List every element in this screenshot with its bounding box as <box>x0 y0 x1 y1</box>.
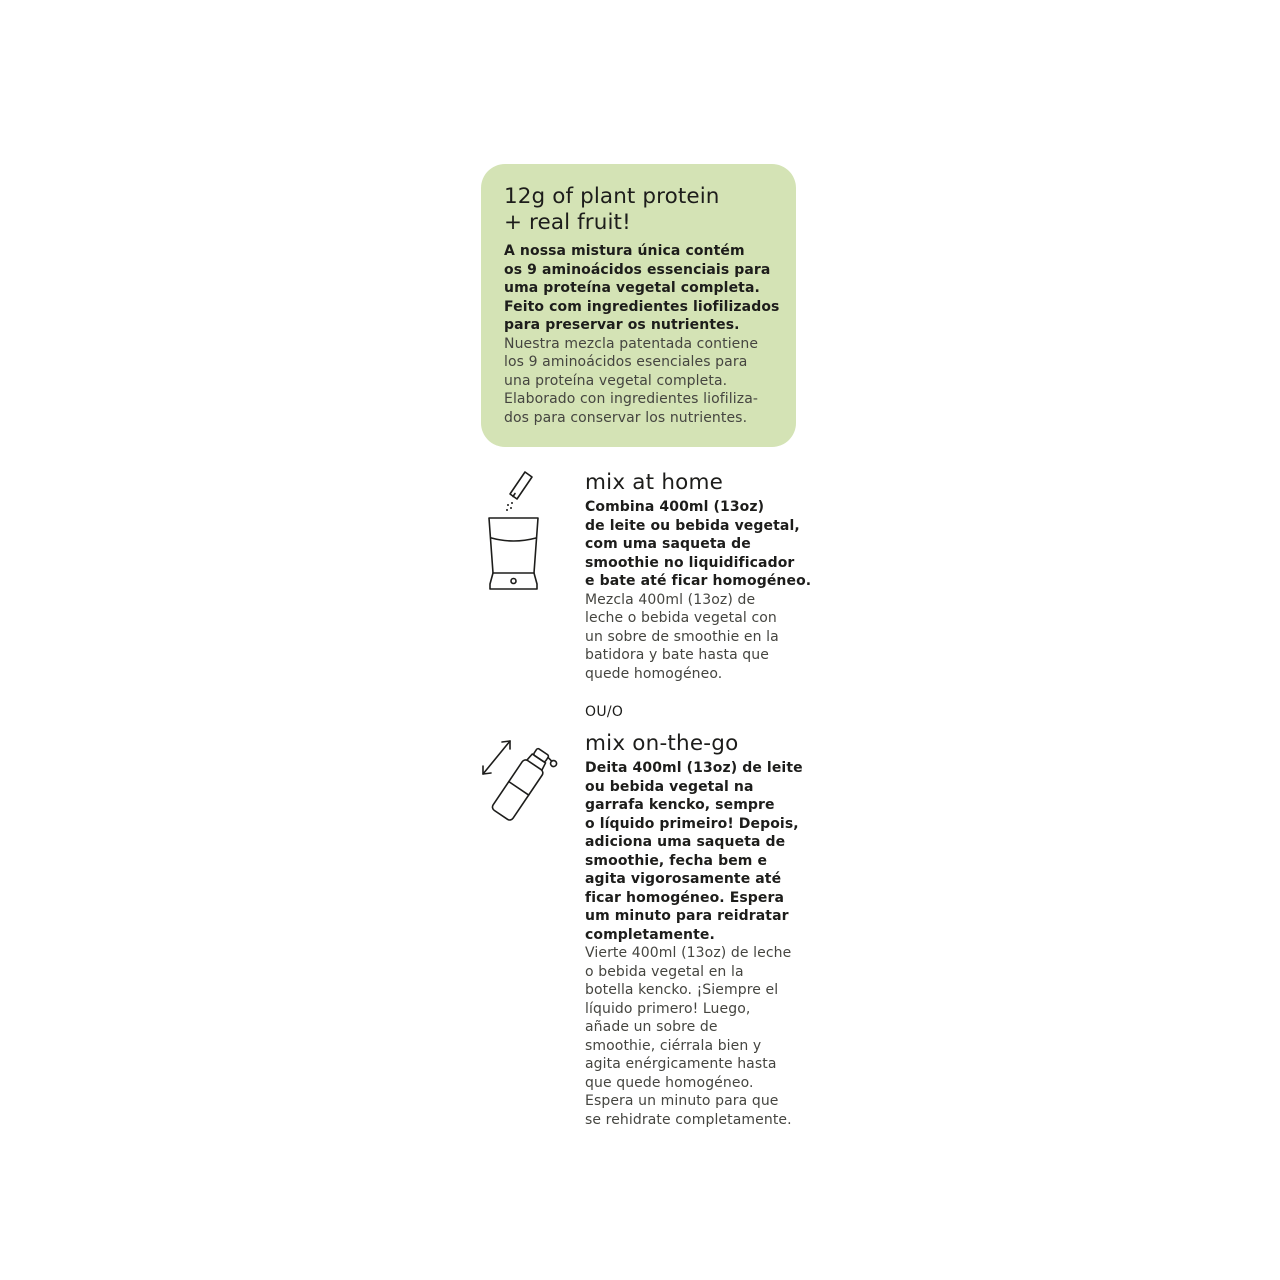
shaker-bottle-icon <box>476 735 566 829</box>
promo-text-pt: A nossa mistura única contém os 9 aminoácidos essenciais para uma proteína vegetal completa. Feito com ingredientes liofilizados para preservar os nutrientes. <box>504 243 780 333</box>
promo-box <box>481 164 796 447</box>
blender-sachet-icon <box>486 468 546 596</box>
mix-at-home-text-pt: Combina 400ml (13oz) de leite ou bebida vegetal, com uma saqueta de smoothie no liquidificador e bate até ficar homogéneo. <box>585 499 812 589</box>
mix-on-the-go-text-pt: Deita 400ml (13oz) de leite ou bebida vegetal na garrafa kencko, sempre o líquido primeiro! Depois, adiciona uma saqueta de smoothie, fecha bem e agita vigorosamente até ficar homogéneo. Espera um minuto para reidratar completamente. <box>585 760 803 943</box>
promo-text-es: Nuestra mezcla patentada contiene los 9 aminoácidos esenciales para una proteína vegetal completa. Elaborado con ingredientes liofiliza- dos para conservar los nutrientes. <box>504 335 759 426</box>
mix-on-the-go-text-es: Vierte 400ml (13oz) de leche o bebida vegetal en la botella kencko. ¡Siempre el líquido primero! Luego, añade un sobre de smoothie, ciérrala bien y agita enérgicamente hasta que quede homogéneo. Espera un minuto para que se rehidrate completamente. <box>585 945 792 1128</box>
mix-at-home-section <box>585 470 811 683</box>
mix-on-the-go-title: mix on-the-go <box>585 731 739 756</box>
promo-title: 12g of plant protein + real fruit! <box>504 184 720 235</box>
mix-at-home-title: mix at home <box>585 470 724 495</box>
or-label: OU/O <box>585 704 624 720</box>
mix-on-the-go-section <box>585 731 803 1129</box>
mix-at-home-text-es: Mezcla 400ml (13oz) de leche o bebida vegetal con un sobre de smoothie en la batidora y bate hasta que quede homogéneo. <box>585 591 779 682</box>
